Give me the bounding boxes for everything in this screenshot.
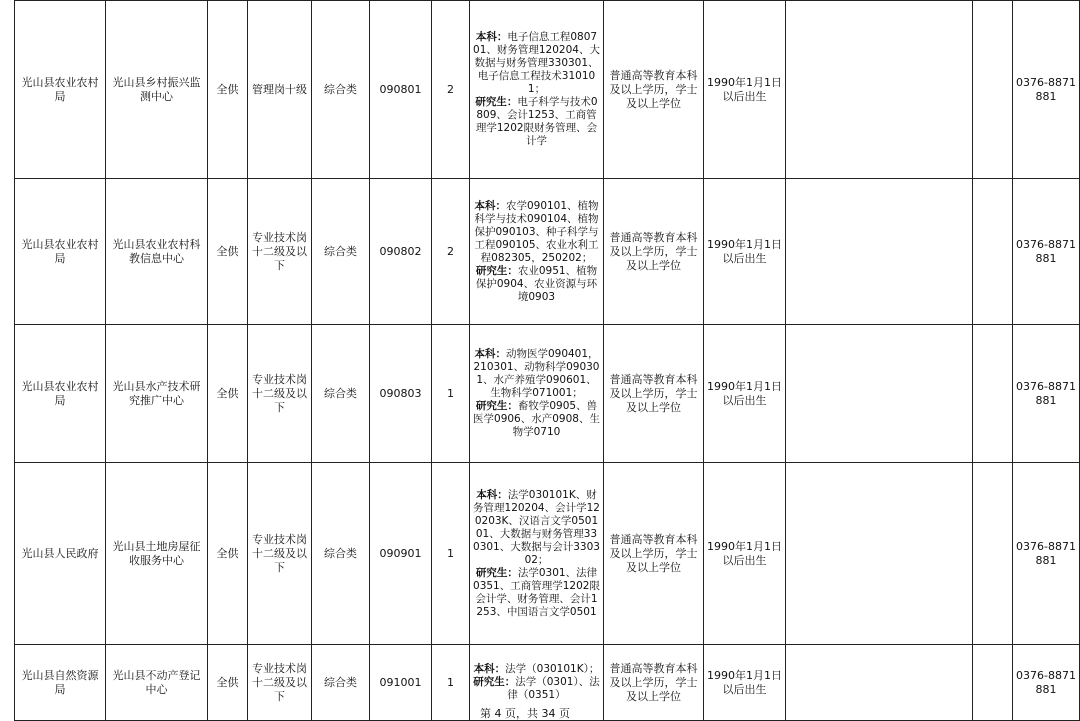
undergrad-majors: 法学030101K、财务管理120204、会计学120203K、汉语言文学050101、大数据与财务管理330301、大数据与会计330302； (473, 488, 600, 566)
funding-cell: 全供 (208, 179, 248, 325)
count-cell: 1 (432, 463, 470, 645)
code-cell: 090803 (370, 325, 432, 463)
funding-cell: 全供 (208, 325, 248, 463)
funding-cell: 全供 (208, 463, 248, 645)
age-cell: 1990年1月1日以后出生 (704, 645, 786, 721)
unit-cell: 光山县土地房屋征收服务中心 (106, 463, 208, 645)
code-cell: 090901 (370, 463, 432, 645)
post-cell: 管理岗十级 (248, 1, 312, 179)
postgrad-majors: 法学0301、法律0351、工商管理学1202限会计学、财务管理、会计1253、中国语言文学0501 (473, 566, 600, 618)
code-cell: 090802 (370, 179, 432, 325)
other-cell (786, 325, 973, 463)
other-cell (973, 179, 1013, 325)
other-cell (973, 1, 1013, 179)
count-cell: 1 (432, 325, 470, 463)
age-cell: 1990年1月1日以后出生 (704, 325, 786, 463)
postgrad-majors: 电子科学与技术0809、会计1253、工商管理学1202限财务管理、会计学 (475, 96, 598, 147)
major-cell (470, 463, 604, 645)
unit-cell: 光山县不动产登记中心 (106, 645, 208, 721)
table-row (15, 1, 1080, 179)
code-cell: 091001 (370, 645, 432, 721)
post-cell: 专业技术岗十二级及以下 (248, 179, 312, 325)
postgrad-label: 研究生： (475, 264, 518, 277)
age-cell: 1990年1月1日以后出生 (704, 463, 786, 645)
count-cell: 2 (432, 1, 470, 179)
education-cell: 普通高等教育本科及以上学历，学士及以上学位 (604, 463, 704, 645)
dept-cell: 光山县农业农村局 (15, 1, 106, 179)
category-cell: 综合类 (312, 1, 370, 179)
undergrad-label: 本科： (474, 348, 506, 360)
category-cell: 综合类 (312, 463, 370, 645)
page-footer: 第 4 页，共 34 页 (480, 707, 570, 720)
funding-cell: 全供 (208, 645, 248, 721)
age-cell: 1990年1月1日以后出生 (704, 179, 786, 325)
postgrad-label: 研究生： (475, 96, 518, 108)
postgrad-label: 研究生： (475, 566, 518, 579)
major-cell (470, 179, 604, 325)
other-cell (786, 645, 973, 721)
unit-cell: 光山县乡村振兴监测中心 (106, 1, 208, 179)
other-cell (786, 179, 973, 325)
postgrad-label: 研究生： (475, 400, 518, 412)
postgrad-majors: 农业0951、植物保护0904、农业资源与环境0903 (475, 264, 598, 303)
category-cell: 综合类 (312, 325, 370, 463)
phone-cell: 0376-8871881 (1013, 179, 1080, 325)
phone-cell: 0376-8871881 (1013, 325, 1080, 463)
other-cell (973, 463, 1013, 645)
age-cell: 1990年1月1日以后出生 (704, 1, 786, 179)
count-cell: 1 (432, 645, 470, 721)
undergrad-label: 本科： (475, 31, 508, 43)
major-cell (470, 325, 604, 463)
education-cell: 普通高等教育本科及以上学历，学士及以上学位 (604, 645, 704, 721)
postgrad-majors: 法学（0301）、法律（0351） (507, 676, 600, 701)
other-cell (973, 645, 1013, 721)
dept-cell: 光山县人民政府 (15, 463, 106, 645)
phone-cell: 0376-8871881 (1013, 463, 1080, 645)
dept-cell: 光山县农业农村局 (15, 325, 106, 463)
undergrad-majors: 电子信息工程080701、财务管理120204、大数据与财务管理330301、电子信息工程技术310101； (473, 31, 600, 95)
education-cell: 普通高等教育本科及以上学历，学士及以上学位 (604, 1, 704, 179)
post-cell: 专业技术岗十二级及以下 (248, 325, 312, 463)
other-cell (786, 463, 973, 645)
postgrad-majors: 畜牧学0905、兽医学0906、水产0908、生物学0710 (473, 400, 600, 438)
undergrad-majors: 动物医学090401，210301、动物科学090301、水产养殖学090601、生物科学071001； (473, 348, 600, 399)
undergrad-majors: 农学090101、植物科学与技术090104、植物保护090103、种子科学与工程090105、农业水利工程082305，250202； (474, 199, 599, 264)
unit-cell: 光山县农业农村科教信息中心 (106, 179, 208, 325)
major-cell (470, 1, 604, 179)
undergrad-majors: 法学（030101K）； (505, 663, 600, 675)
category-cell: 综合类 (312, 645, 370, 721)
positions-table (14, 0, 1080, 721)
education-cell: 普通高等教育本科及以上学历，学士及以上学位 (604, 179, 704, 325)
other-cell (973, 325, 1013, 463)
table-row (15, 463, 1080, 645)
postgrad-label: 研究生： (473, 676, 516, 688)
dept-cell: 光山县农业农村局 (15, 179, 106, 325)
education-cell: 普通高等教育本科及以上学历，学士及以上学位 (604, 325, 704, 463)
dept-cell: 光山县自然资源局 (15, 645, 106, 721)
table-row (15, 179, 1080, 325)
other-cell (786, 1, 973, 179)
undergrad-label: 本科： (473, 663, 506, 675)
undergrad-label: 本科： (474, 199, 506, 212)
post-cell: 专业技术岗十二级及以下 (248, 463, 312, 645)
code-cell: 090801 (370, 1, 432, 179)
count-cell: 2 (432, 179, 470, 325)
phone-cell: 0376-8871881 (1013, 1, 1080, 179)
post-cell: 专业技术岗十二级及以下 (248, 645, 312, 721)
funding-cell: 全供 (208, 1, 248, 179)
phone-cell: 0376-8871881 (1013, 645, 1080, 721)
table-row (15, 325, 1080, 463)
unit-cell: 光山县水产技术研究推广中心 (106, 325, 208, 463)
category-cell: 综合类 (312, 179, 370, 325)
undergrad-label: 本科： (476, 488, 508, 501)
